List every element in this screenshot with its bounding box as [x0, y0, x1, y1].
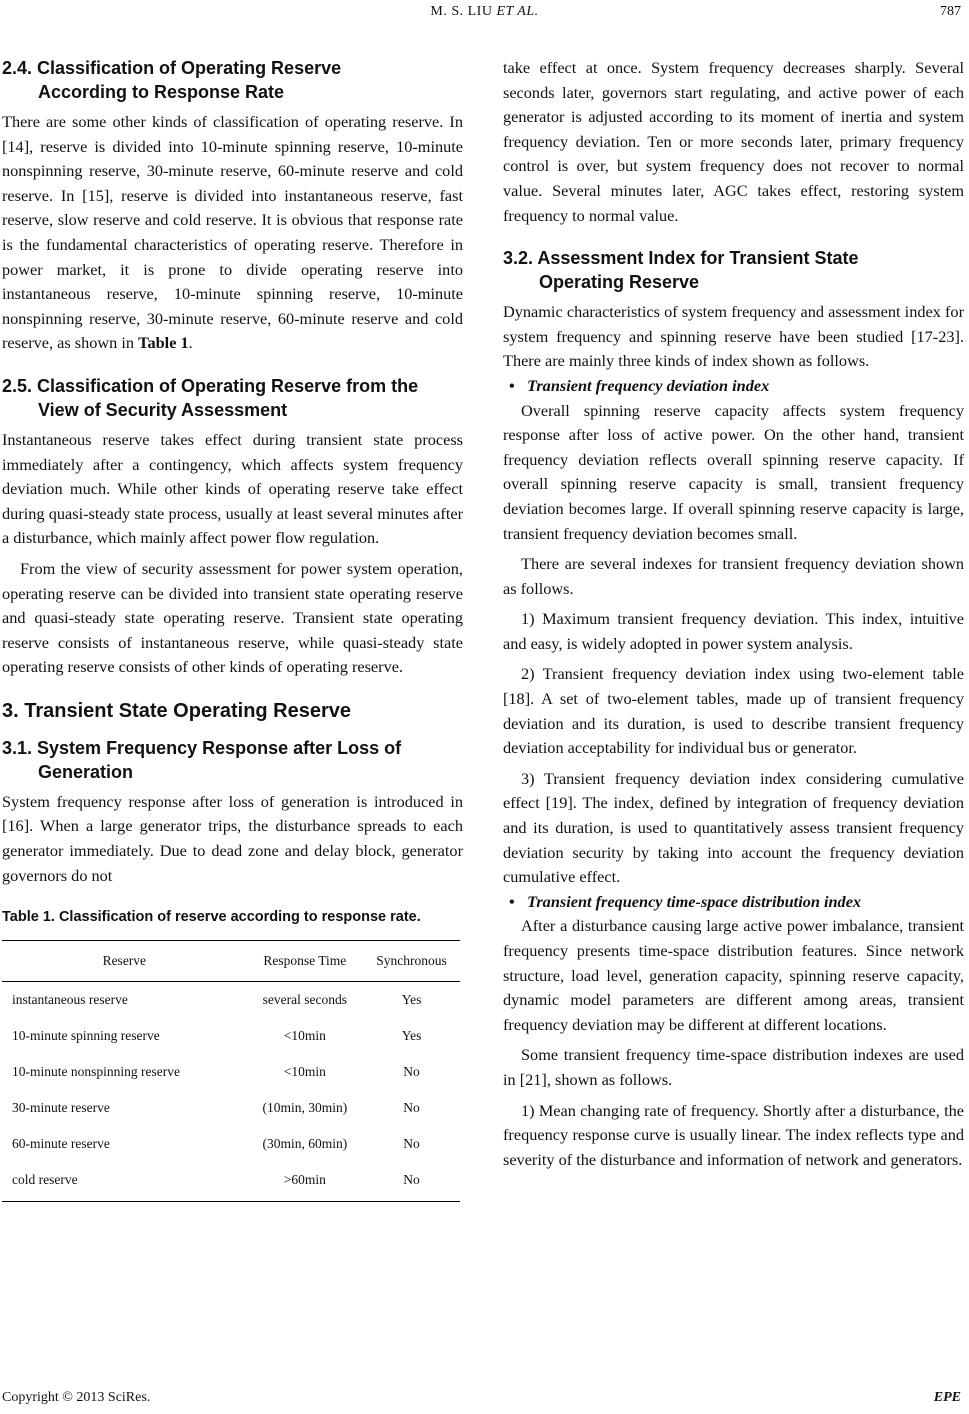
section-3-2-heading [503, 246, 964, 294]
table-cell-reserve: cold reserve [2, 1162, 247, 1202]
section-2-4-end: . [188, 333, 193, 353]
table-cell-synchronous: Yes [401, 992, 422, 1008]
section-2-5-title: 2.5. Classification of Operating Reserve from the [2, 375, 419, 396]
bullet-1-paragraph-4: 2) Transient frequency deviation index using two-element table [18]. A set of two-element tables, made up of transient frequency deviation and its duration, is used to describe transient frequency deviation acceptability for individual bus or generator. [503, 664, 964, 758]
table-cell-synchronous: No [403, 1064, 420, 1080]
reserve-classification-table [2, 940, 460, 1202]
section-2-4-title: 2.4. Classification of Operating Reserve [2, 58, 342, 78]
table-header-row [2, 941, 460, 982]
table-cell-response-time: several seconds [262, 992, 348, 1008]
table-row [2, 1126, 460, 1162]
table-cell-reserve: 30-minute reserve [12, 1100, 110, 1116]
section-2-5-title-cont: View of Security Assessment [38, 399, 288, 420]
section-2-5-heading [2, 374, 463, 422]
section-3-2-title-cont: Operating Reserve [539, 272, 700, 293]
section-3-2-paragraph: Dynamic characteristics of system frequency and assessment index for system frequency and spinning reserve have been studied [17-23]. There are mainly three kinds of index shown as follows. [503, 302, 964, 371]
table-cell-response-time: (10min, 30min) [262, 1100, 348, 1116]
table-cell-response-time: <10min [283, 1028, 326, 1044]
section-3-1-title-cont: Generation [38, 761, 134, 782]
header-et-al: ET AL. [496, 4, 539, 19]
section-3-2-title: 3.2. Assessment Index for Transient State [503, 248, 859, 269]
section-2-4-paragraph [2, 110, 463, 356]
bullet-transient-frequency-deviation: • Transient frequency deviation index [503, 374, 964, 399]
table-cell-reserve: 10-minute nonspinning reserve [12, 1064, 180, 1080]
bullet-2-paragraph-2: Some transient frequency time-space distribution indexes are used in [21], shown as follows. [503, 1045, 964, 1089]
section-2-4-heading [2, 56, 463, 104]
running-header [0, 4, 969, 20]
table-row [2, 982, 460, 1019]
section-2-4-text: There are some other kinds of classification of operating reserve. In [14], reserve is divided into 10-minute spinning reserve, 10-minute nonspinning reserve, 30-minute reserve, 60-minute reserve and cold reserve. In [15], reserve is divided into instantaneous reserve, fast reserve, slow reserve and cold reserve. It is obvious that response rate is the fundamental characteristics of operating reserve. Therefore in power market, it is prone to divide operating reserve into instantaneous reserve, 10-minute spinning reserve, 10-minute nonspinning reserve, 30-minute reserve, 60-minute reserve and cold reserve, as shown in [2, 112, 463, 353]
section-3-1-title: 3.1. System Frequency Response after Loss of [2, 737, 402, 758]
table-1-caption: Table 1. Classification of reserve according to response rate. [2, 909, 421, 926]
left-column [2, 56, 463, 1202]
copyright-footer: Copyright © 2013 SciRes. [2, 1390, 151, 1405]
table-cell-synchronous: No [363, 1162, 460, 1202]
section-2-5-paragraph-1: Instantaneous reserve takes effect during transient state process immediately after a contingency, which affects system frequency deviation much. While other kinds of operating reserve take effect during quasi-steady state process, usually at least several minutes after a disturbance, which mainly affect power flow regulation. [2, 429, 463, 548]
table-cell-synchronous: Yes [401, 1028, 422, 1044]
section-3-heading: 3. Transient State Operating Reserve [2, 699, 352, 722]
section-3-1-paragraph: System frequency response after loss of generation is introduced in [16]. When a large generator trips, the disturbance spreads to each generator immediately. Due to dead zone and delay block, generator governors do not [2, 791, 463, 885]
table-header-cell: Synchronous [363, 941, 460, 982]
table-row [2, 1018, 460, 1054]
table-header-cell: Reserve [2, 941, 247, 982]
table-cell-reserve: instantaneous reserve [12, 992, 128, 1008]
table-cell-reserve: 60-minute reserve [12, 1136, 110, 1152]
bullet-2-paragraph-3: 1) Mean changing rate of frequency. Shortly after a disturbance, the frequency response curve is usually linear. The index reflects type and severity of the disturbance and information of network and generators. [503, 1100, 964, 1169]
section-3-1-paragraph-cont: take effect at once. System frequency decreases sharply. Several seconds later, governors start regulating, and active power of each generator is adjusted according to its moment of inertia and system frequency deviation. Ten or more seconds later, primary frequency control is over, but system frequency does not recover to normal value. Several minutes later, AGC takes effect, restoring system frequency to normal value. [503, 58, 964, 225]
table-cell-synchronous: No [403, 1136, 420, 1152]
table-header-cell: Response Time [247, 941, 363, 982]
bullet-time-space-distribution: • Transient frequency time-space distribution index [503, 890, 964, 915]
table-cell-response-time: >60min [247, 1162, 363, 1202]
right-column [503, 56, 964, 1172]
table-cell-response-time: <10min [283, 1064, 326, 1080]
page-number: 787 [940, 4, 961, 19]
table-row [2, 1090, 460, 1126]
bullet-1-paragraph-3: 1) Maximum transient frequency deviation. This index, intuitive and easy, is widely adopted in power system analysis. [503, 609, 964, 653]
header-author: M. S. LIU [430, 4, 493, 19]
bullet-1-paragraph-5: 3) Transient frequency deviation index considering cumulative effect [19]. The index, defined by integration of frequency deviation and its duration, is used to quantitatively assess transient frequency deviation security by taking into account the frequency deviation cumulative effect. [503, 768, 964, 887]
table-cell-reserve: 10-minute spinning reserve [12, 1028, 160, 1044]
section-2-5-paragraph-2: From the view of security assessment for power system operation, operating reserve can be divided into transient state operating reserve and quasi-steady state operating reserve. Transient state operating reserve consists of instantaneous reserve, while quasi-steady state operating reserve consists of other kinds of operating reserve. [2, 558, 463, 677]
table-cell-synchronous: No [403, 1100, 420, 1116]
bullet-1-paragraph-1: Overall spinning reserve capacity affects system frequency response after loss of active power. On the other hand, transient frequency deviation reflects overall spinning reserve capacity. If overall spinning reserve capacity is small, transient frequency deviation becomes large. If overall spinning reserve capacity is large, transient frequency deviation becomes small. [503, 400, 964, 543]
table-1-reference: Table 1 [138, 333, 189, 353]
section-3-1-heading [2, 736, 463, 784]
section-2-4-title-cont: According to Response Rate [38, 82, 285, 102]
table-row [2, 1162, 460, 1202]
table-row [2, 1054, 460, 1090]
bullet-1-paragraph-2: There are several indexes for transient frequency deviation shown as follows. [503, 554, 964, 598]
journal-footer: EPE [933, 1390, 961, 1405]
bullet-2-paragraph-1: After a disturbance causing large active power imbalance, transient frequency presents time-space distribution features. Since network structure, load level, generation capacity, spinning reserve capacity, dynamic model parameters are different among areas, transient frequency deviation may be different at different locations. [503, 916, 964, 1034]
table-cell-response-time: (30min, 60min) [262, 1136, 348, 1152]
